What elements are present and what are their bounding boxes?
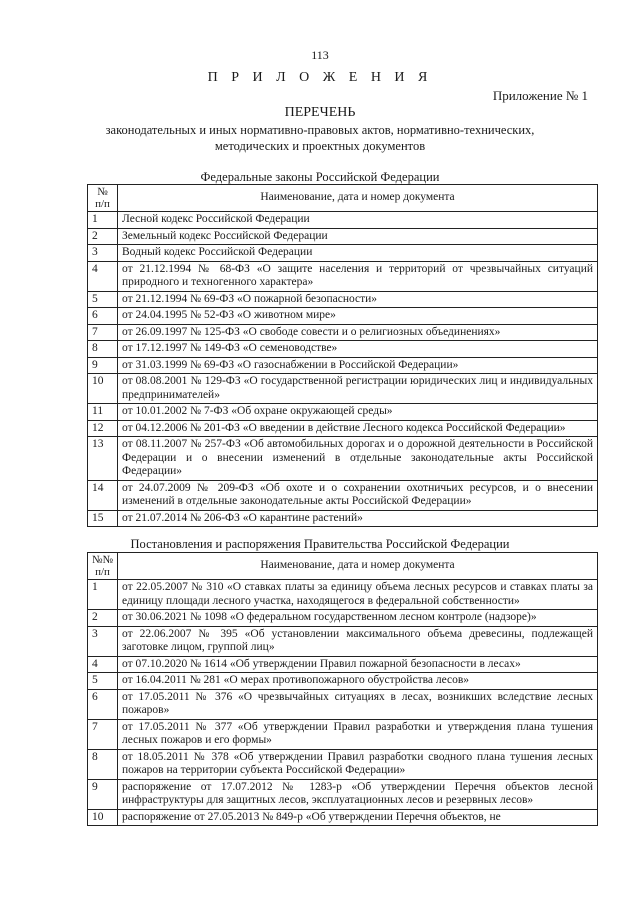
- header-number: №№ п/п: [88, 553, 118, 580]
- row-document-name: от 22.06.2007 № 395 «Об установлении максимального объема древесины, подлежащей заготовке лицом, группой лиц»: [118, 626, 598, 656]
- header-document-name: Наименование, дата и номер документа: [118, 185, 598, 212]
- table-row: [88, 656, 598, 673]
- row-document-name: от 22.05.2007 № 310 «О ставках платы за единицу объема лесных ресурсов и ставках платы за единицу площади лесного участка, находящегося в федеральной собственности»: [118, 580, 598, 610]
- table-row: [88, 261, 598, 291]
- table-row: [88, 374, 598, 404]
- row-document-name: от 17.05.2011 № 377 «Об утверждении Правил разработки и утверждения плана тушения лесных пожаров и его формы»: [118, 719, 598, 749]
- row-document-name: от 08.08.2001 № 129-ФЗ «О государственной регистрации юридических лиц и индивидуальных предпринимателей»: [118, 374, 598, 404]
- section-federal-laws-title: Федеральные законы Российской Федерации: [200, 170, 440, 184]
- row-document-name: от 21.07.2014 № 206-ФЗ «О карантине растений»: [118, 510, 598, 527]
- table-row: [88, 324, 598, 341]
- row-document-name: от 31.03.1999 № 69-ФЗ «О газоснабжении в Российской Федерации»: [118, 357, 598, 374]
- appendices-title: П Р И Л О Ж Е Н И Я: [207, 70, 433, 85]
- table-row: [88, 580, 598, 610]
- row-document-name: распоряжение от 17.07.2012 № 1283-р «Об утверждении Перечня объектов лесной инфраструктуры для защитных лесов, эксплуатационных лесов и резервных лесов»: [118, 779, 598, 809]
- row-number: 7: [88, 719, 118, 749]
- table-row: [88, 510, 598, 527]
- table-row: [88, 212, 598, 229]
- table-row: [88, 437, 598, 481]
- table-header-row: [88, 185, 598, 212]
- row-document-name: Земельный кодекс Российской Федерации: [118, 228, 598, 245]
- row-document-name: от 08.11.2007 № 257-ФЗ «Об автомобильных дорогах и о дорожной деятельности в Российской Федерации и о внесении изменений в отдельные законодательные акты Российской Федерации»: [118, 437, 598, 481]
- table-row: [88, 291, 598, 308]
- table-row: [88, 404, 598, 421]
- federal-laws-table: [87, 184, 598, 527]
- table-row: [88, 719, 598, 749]
- row-number: 5: [88, 673, 118, 690]
- header-document-name: Наименование, дата и номер документа: [118, 553, 598, 580]
- row-document-name: от 26.09.1997 № 125-ФЗ «О свободе совести и о религиозных объединениях»: [118, 324, 598, 341]
- row-number: 10: [88, 809, 118, 826]
- table-header-row: [88, 553, 598, 580]
- row-document-name: от 10.01.2002 № 7-ФЗ «Об охране окружающей среды»: [118, 404, 598, 421]
- table-row: [88, 626, 598, 656]
- row-number: 9: [88, 357, 118, 374]
- row-number: 5: [88, 291, 118, 308]
- row-document-name: от 21.12.1994 № 69-ФЗ «О пожарной безопасности»: [118, 291, 598, 308]
- row-number: 9: [88, 779, 118, 809]
- row-document-name: от 07.10.2020 № 1614 «Об утверждении Правил пожарной безопасности в лесах»: [118, 656, 598, 673]
- row-number: 15: [88, 510, 118, 527]
- row-document-name: Лесной кодекс Российской Федерации: [118, 212, 598, 229]
- row-number: 14: [88, 480, 118, 510]
- row-document-name: от 24.07.2009 № 209-ФЗ «Об охоте и о сохранении охотничьих ресурсов, и о внесении изменений в отдельные законодательные акты Российской Федерации»: [118, 480, 598, 510]
- row-number: 11: [88, 404, 118, 421]
- header-number: № п/п: [88, 185, 118, 212]
- table-row: [88, 420, 598, 437]
- list-title: ПЕРЕЧЕНЬ: [284, 105, 356, 120]
- row-number: 12: [88, 420, 118, 437]
- row-document-name: от 16.04.2011 № 281 «О мерах противопожарного обустройства лесов»: [118, 673, 598, 690]
- table-row: [88, 749, 598, 779]
- table-row: [88, 779, 598, 809]
- row-document-name: от 30.06.2021 № 1098 «О федеральном государственном лесном контроле (надзоре)»: [118, 610, 598, 627]
- row-number: 13: [88, 437, 118, 481]
- row-number: 1: [88, 212, 118, 229]
- table-row: [88, 308, 598, 325]
- row-document-name: от 21.12.1994 № 68-ФЗ «О защите населения и территорий от чрезвычайных ситуаций природного и техногенного характера»: [118, 261, 598, 291]
- row-number: 6: [88, 689, 118, 719]
- table-row: [88, 610, 598, 627]
- row-number: 7: [88, 324, 118, 341]
- table-row: [88, 480, 598, 510]
- table-row: [88, 245, 598, 262]
- section-government-decrees-title: Постановления и распоряжения Правительства Российской Федерации: [130, 537, 510, 551]
- table-row: [88, 228, 598, 245]
- row-document-name: от 18.05.2011 № 378 «Об утверждении Правил разработки сводного плана тушения лесных пожаров на территории субъекта Российской Федерации»: [118, 749, 598, 779]
- row-number: 2: [88, 610, 118, 627]
- row-number: 3: [88, 245, 118, 262]
- row-document-name: от 24.04.1995 № 52-ФЗ «О животном мире»: [118, 308, 598, 325]
- row-document-name: от 04.12.2006 № 201-ФЗ «О введении в действие Лесного кодекса Российской Федерации»: [118, 420, 598, 437]
- row-number: 3: [88, 626, 118, 656]
- row-number: 6: [88, 308, 118, 325]
- row-number: 2: [88, 228, 118, 245]
- row-number: 4: [88, 261, 118, 291]
- table-row: [88, 809, 598, 826]
- row-number: 4: [88, 656, 118, 673]
- list-subtitle: законодательных и иных нормативно-правовых актов, нормативно-технических, методических и проектных документов: [105, 123, 535, 153]
- appendix-label: Приложение № 1: [492, 88, 588, 103]
- government-decrees-table: [87, 552, 598, 826]
- table-row: [88, 341, 598, 358]
- table-row: [88, 689, 598, 719]
- table-row: [88, 357, 598, 374]
- table-row: [88, 673, 598, 690]
- row-document-name: Водный кодекс Российской Федерации: [118, 245, 598, 262]
- row-document-name: распоряжение от 27.05.2013 № 849-р «Об утверждении Перечня объектов, не: [118, 809, 598, 826]
- row-number: 10: [88, 374, 118, 404]
- row-document-name: от 17.12.1997 № 149-ФЗ «О семеноводстве»: [118, 341, 598, 358]
- row-number: 8: [88, 749, 118, 779]
- row-document-name: от 17.05.2011 № 376 «О чрезвычайных ситуациях в лесах, возникших вследствие лесных пожаров»: [118, 689, 598, 719]
- row-number: 1: [88, 580, 118, 610]
- row-number: 8: [88, 341, 118, 358]
- page-number: 113: [311, 48, 329, 62]
